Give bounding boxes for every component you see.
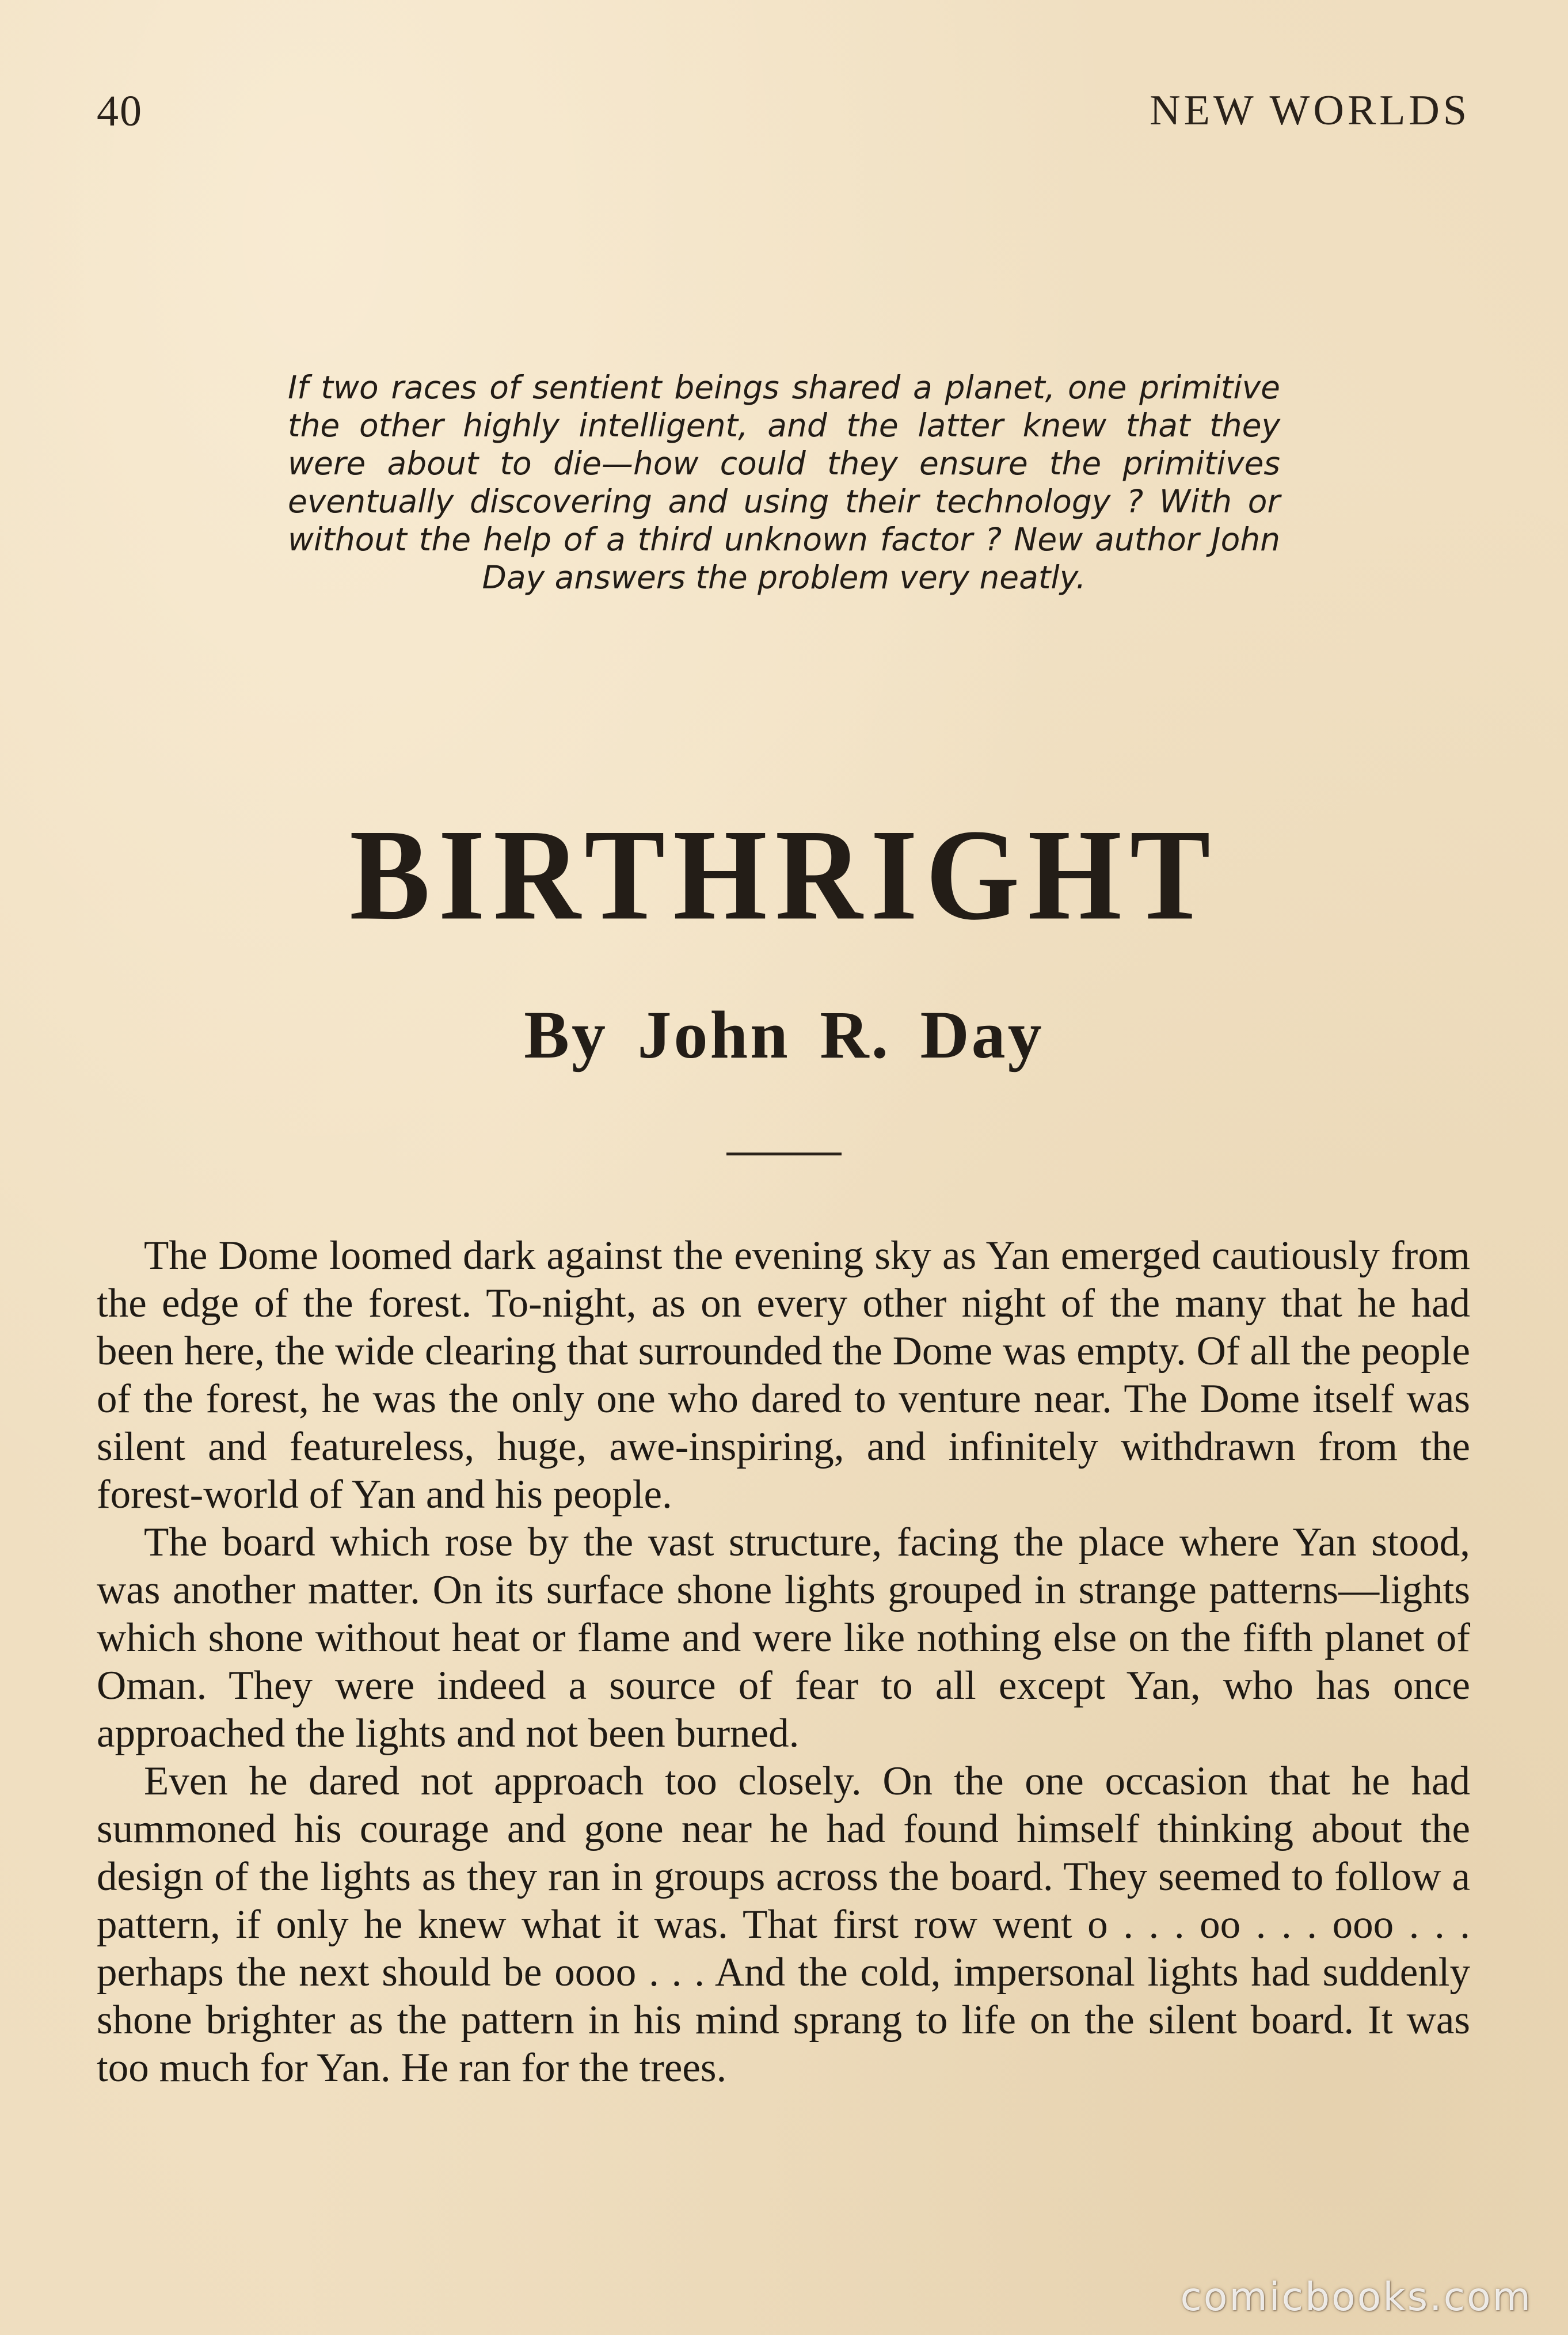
story-body bbox=[97, 1232, 1470, 2092]
body-paragraph-1: The Dome loomed dark against the evening sky as Yan emerged cautiously from the edge of the forest. To-night, as on every other night of the many that he had been here, the wide clearing that surrounded the Dome was empty. Of all the people of the forest, he was the only one who dared to venture near. The Dome itself was silent and featureless, huge, awe-inspiring, and infinitely withdrawn from the forest-world of Yan and his people. bbox=[97, 1233, 1470, 1517]
title-divider bbox=[726, 1153, 842, 1155]
story-blurb: If two races of sentient beings shared a planet, one primitive the other highly intelligent, and the latter knew that they were about to die—how could they ensure the primitives eventually discovering and using their technology ? With or without the help of a third unknown factor ? New author John Day answers the problem very neatly. bbox=[288, 369, 1280, 596]
site-watermark: comicbooks.com bbox=[1180, 2275, 1532, 2320]
journal-title: NEW WORLDS bbox=[1150, 87, 1470, 134]
story-byline: By John R. Day bbox=[524, 997, 1044, 1073]
running-head bbox=[97, 86, 1470, 144]
page-number: 40 bbox=[97, 87, 143, 135]
story-title: BIRTHRIGHT bbox=[349, 803, 1219, 948]
body-paragraph-2: The board which rose by the vast structure, facing the place where Yan stood, was another matter. On its surface shone lights grouped in strange patterns—lights which shone without heat or flame and were like nothing else on the fifth planet of Oman. They were indeed a source of fear to all except Yan, who has once approached the lights and not been burned. bbox=[97, 1520, 1470, 1756]
body-paragraph-3: Even he dared not approach too closely. On the one occasion that he had summoned his courage and gone near he had found himself thinking about the design of the lights as they ran in groups across the board. They seemed to follow a pattern, if only he knew what it was. That first row went o . . . oo . . . ooo . . . perhaps the next should be oooo . . . And the cold, impersonal lights had suddenly shone brighter as the pattern in his mind sprang to life on the silent board. It was too much for Yan. He ran for the trees. bbox=[97, 1759, 1470, 2090]
